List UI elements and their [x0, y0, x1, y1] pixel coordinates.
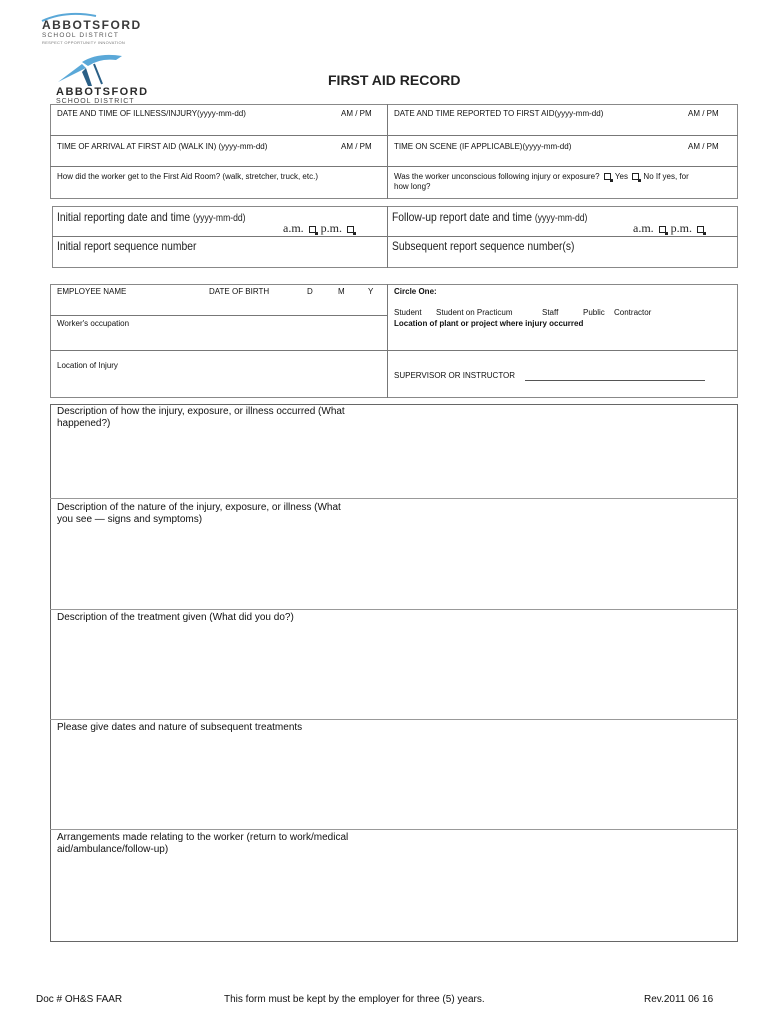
transport-question: How did the worker get to the First Aid Room? (walk, stretcher, truck, etc.) [57, 172, 318, 181]
initial-am-label: a.m. [283, 221, 304, 235]
dob-day-label: D [307, 287, 313, 296]
logo-second-name: ABBOTSFORD [56, 86, 149, 98]
footer-doc-number: Doc # OH&S FAAR [36, 994, 123, 1005]
description-arrangements-line2: aid/ambulance/follow-up) [57, 844, 169, 855]
followup-report-date-text: Follow-up report date and time [392, 210, 532, 224]
arrival-ampm[interactable]: AM / PM [341, 142, 372, 151]
logo-second-sub: SCHOOL DISTRICT [56, 98, 135, 105]
followup-am-checkbox[interactable] [659, 226, 666, 233]
followup-report-date-format: (yyyy-mm-dd) [534, 213, 588, 224]
initial-report-date-label [57, 210, 246, 224]
initial-report-date-text: Initial reporting date and time [57, 210, 191, 224]
description-subsequent-line1: Please give dates and nature of subsequent treatments [57, 722, 303, 733]
description-nature-line1: Description of the nature of the injury, exposure, or illness (What [57, 502, 341, 513]
initial-am-checkbox[interactable] [309, 226, 316, 233]
description-line-1 [50, 498, 738, 499]
time-on-scene-label: TIME ON SCENE (IF APPLICABLE)(yyyy-mm-dd) [394, 142, 572, 151]
logo-second-bird-icon [52, 54, 142, 88]
unconscious-yes-checkbox[interactable] [604, 173, 611, 180]
dob-year-label: Y [368, 287, 374, 296]
initial-pm-label: p.m. [320, 221, 343, 235]
option-student[interactable]: Student [394, 308, 422, 317]
unconscious-how-long: how long? [394, 182, 431, 191]
description-line-3 [50, 719, 738, 720]
description-arrangements-line1: Arrangements made relating to the worker (return to work/medical [57, 832, 349, 843]
scene-ampm[interactable]: AM / PM [688, 142, 719, 151]
description-subsequent[interactable] [57, 722, 302, 734]
initial-sequence-label: Initial report sequence number [57, 239, 197, 253]
logo-top-name: ABBOTSFORD [42, 18, 142, 32]
followup-ampm-group [633, 221, 706, 236]
supervisor-label [394, 371, 705, 381]
top-grid-row-line-2 [50, 166, 738, 167]
followup-report-date-label [392, 210, 587, 224]
description-nature-line2: you see — signs and symptoms) [57, 514, 203, 525]
supervisor-label-text: SUPERVISOR OR INSTRUCTOR [394, 371, 516, 380]
logo-top [36, 12, 146, 48]
location-injury-label: Location of Injury [57, 361, 118, 370]
employee-box-divider [387, 284, 388, 398]
followup-pm-checkbox[interactable] [697, 226, 704, 233]
option-staff[interactable]: Staff [542, 308, 559, 317]
description-treatment[interactable] [57, 612, 294, 624]
occupation-label: Worker's occupation [57, 319, 130, 328]
unconscious-question [394, 172, 734, 192]
employee-name-label: EMPLOYEE NAME [57, 287, 127, 296]
dob-label: DATE OF BIRTH [209, 287, 270, 296]
supervisor-input-line[interactable] [525, 372, 705, 381]
unconscious-question-text: Was the worker unconscious following injury or exposure? [394, 172, 600, 181]
followup-pm-label: p.m. [670, 221, 693, 235]
location-plant-label: Location of plant or project where injury occurred [394, 319, 584, 328]
option-contractor[interactable]: Contractor [614, 308, 652, 317]
footer-retention-notice: This form must be kept by the employer for three (5) years. [224, 994, 485, 1005]
reported-ampm[interactable]: AM / PM [688, 109, 719, 118]
subsequent-sequence-label: Subsequent report sequence number(s) [392, 239, 575, 253]
circle-one-label: Circle One: [394, 287, 437, 296]
initial-pm-checkbox[interactable] [347, 226, 354, 233]
description-line-4 [50, 829, 738, 830]
unconscious-no-label: No If yes, for [643, 172, 689, 181]
unconscious-yes-label: Yes [614, 172, 628, 181]
top-grid-divider [387, 104, 388, 199]
description-how-occurred-line2: happened?) [57, 418, 111, 429]
option-student-practicum[interactable]: Student on Practicum [436, 308, 513, 317]
description-how-occurred[interactable] [57, 406, 345, 430]
option-public[interactable]: Public [583, 308, 605, 317]
footer-revision: Rev.2011 06 16 [644, 994, 714, 1005]
description-how-occurred-line1: Description of how the injury, exposure, or illness occurred (What [57, 406, 345, 417]
report-box-row-line [52, 236, 738, 237]
reported-datetime-label: DATE AND TIME REPORTED TO FIRST AID(yyyy-mm-dd) [394, 109, 604, 118]
logo-second [52, 54, 149, 106]
unconscious-no-checkbox[interactable] [632, 173, 639, 180]
form-title: FIRST AID RECORD [328, 72, 461, 88]
report-box-divider [387, 206, 388, 268]
logo-top-sub: SCHOOL DISTRICT [42, 32, 119, 39]
description-treatment-line1: Description of the treatment given (What did you do?) [57, 612, 294, 623]
top-grid-row-line-1 [50, 135, 738, 136]
employee-row-line-left [50, 315, 387, 316]
followup-am-label: a.m. [633, 221, 654, 235]
employee-row-line-2 [50, 350, 738, 351]
description-line-2 [50, 609, 738, 610]
logo-top-tagline: RESPECT OPPORTUNITY INNOVATION [42, 40, 126, 45]
dob-month-label: M [338, 287, 345, 296]
description-box [50, 404, 738, 942]
illness-ampm[interactable]: AM / PM [341, 109, 372, 118]
initial-ampm-group [283, 221, 356, 236]
illness-datetime-label: DATE AND TIME OF ILLNESS/INJURY(yyyy-mm-dd) [57, 109, 246, 118]
arrival-time-label: TIME OF ARRIVAL AT FIRST AID (WALK IN) (yyyy-mm-dd) [57, 142, 268, 151]
description-nature[interactable] [57, 502, 341, 526]
description-arrangements[interactable] [57, 832, 348, 856]
initial-report-date-format: (yyyy-mm-dd) [192, 213, 246, 224]
